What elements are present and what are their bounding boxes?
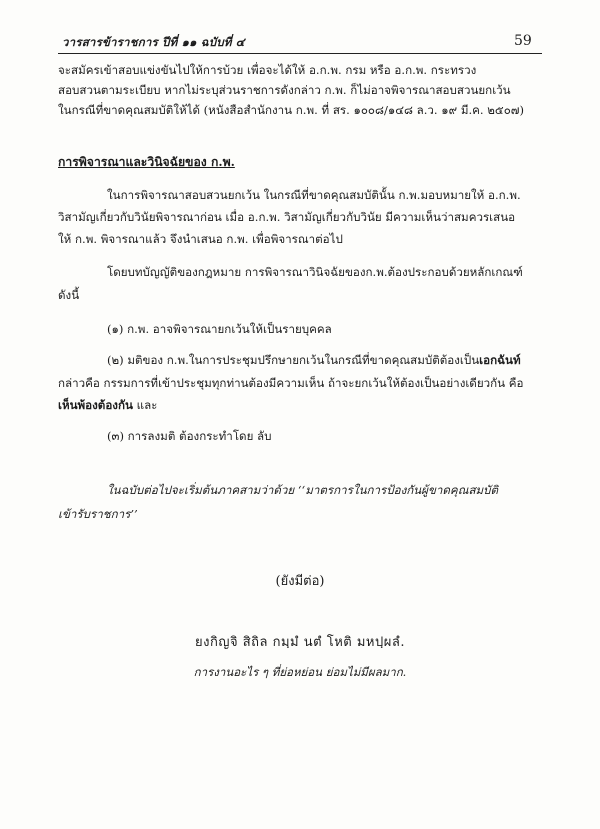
- page-number: 59: [514, 33, 532, 49]
- criteria-item-2-end: และ: [132, 398, 158, 412]
- intro-line-1: จะสมัครเข้าสอบแข่งขันไปให้การบ้วย เพื่อจะได้ให้ อ.ก.พ. กรม หรือ อ.ก.พ. กระทรวง: [58, 63, 477, 77]
- criteria-item-2-text: (๒) มติของ ก.พ.ในการประชุมปรึกษายกเว้นในกรณีที่ขาดคุณสมบัติต้องเป็น: [107, 353, 480, 367]
- header-divider: [58, 53, 542, 54]
- criteria-item-1: (๑) ก.พ. อาจพิจารณายกเว้นให้เป็นรายบุคคล: [107, 322, 332, 336]
- para1-line-1: ในการพิจารณาสอบสวนยกเว้น ในกรณีที่ขาดคุณสมบัตินั้น ก.พ.มอบหมายให้ อ.ก.พ.: [107, 188, 521, 202]
- para1-line-2: วิสามัญเกี่ยวกับวินัยพิจารณาก่อน เมื่อ อ.ก.พ. วิสามัญเกี่ยวกับวินัย มีความเห็นว่าสมควรเสนอ: [58, 210, 516, 224]
- unanimous-emphasis: เอกฉันท์: [479, 353, 521, 367]
- criteria-item-3: (๓) การลงมติ ต้องกระทำโดย ลับ: [107, 429, 272, 443]
- para2-line-1: โดยบทบัญญัติของกฎหมาย การพิจารณาวินิจฉัยของก.พ.ต้องประกอบด้วยหลักเกณฑ์: [107, 265, 523, 279]
- criteria-item-2-line-1: [107, 353, 521, 367]
- criteria-item-2-line-3: [58, 398, 157, 412]
- intro-line-2: สอบสวนตามระเบียบ หากไม่ระบุส่วนราชการดังกล่าว ก.พ. ก็ไม่อาจพิจารณาสอบสวนยกเว้น: [58, 83, 511, 97]
- next-issue-line-1: ในฉบับต่อไปจะเริ่มต้นภาคสามว่าด้วย ‘‘มาตรการในการป้องกันผู้ขาดคุณสมบัติ: [107, 483, 499, 497]
- continued-note: (ยังมีต่อ): [275, 574, 325, 589]
- motto-translation: การงานอะไร ๆ ที่ย่อหย่อน ย่อมไม่มีผลมาก.: [193, 665, 407, 679]
- intro-line-3: ในกรณีที่ขาดคุณสมบัติให้ได้ (หนังสือสำนักงาน ก.พ. ที่ สร. ๑๐๐๘/๑๔๘ ล.ว. ๑๙ มี.ค. ๒๕๐๗): [58, 103, 525, 117]
- para1-line-3: ให้ ก.พ. พิจารณาแล้ว จึงนำเสนอ ก.พ. เพื่อพิจารณาต่อไป: [58, 232, 343, 246]
- next-issue-line-2: เข้ารับราชการ’’: [58, 507, 138, 521]
- pali-motto: ยงกิญจิ สิถิล กมฺมํ นตํ โหติ มหปฺผลํ.: [195, 635, 405, 650]
- section-heading: การพิจารณาและวินิจฉัยของ ก.พ.: [58, 155, 235, 169]
- journal-title: วารสารข้าราชการ ปีที่ ๑๑ ฉบับที่ ๔: [62, 35, 245, 49]
- agreement-emphasis: เห็นพ้องต้องกัน: [58, 398, 133, 412]
- para2-line-2: ดังนี้: [58, 288, 80, 302]
- criteria-item-2-line-2: กล่าวคือ กรรมการที่เข้าประชุมทุกท่านต้องมีความเห็น ถ้าจะยกเว้นให้ต้องเป็นอย่างเดียวกัน คือ: [58, 376, 524, 390]
